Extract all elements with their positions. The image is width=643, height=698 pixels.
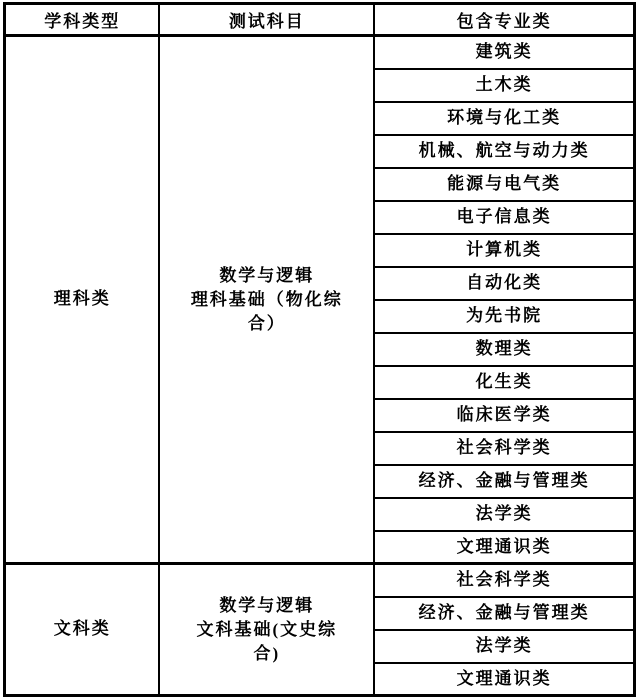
test-subject-cell bbox=[159, 564, 374, 696]
test-subject-text bbox=[188, 264, 346, 336]
major-cell: 法学类 bbox=[374, 498, 634, 531]
major-cell: 经济、金融与管理类 bbox=[374, 465, 634, 498]
test-subject-line2: 文科基础(文史综合) bbox=[196, 619, 338, 663]
header-row bbox=[5, 4, 635, 36]
header-cell-included-majors: 包含专业类 bbox=[374, 4, 634, 36]
header-cell-subject-type: 学科类型 bbox=[5, 4, 160, 36]
table-body bbox=[5, 36, 635, 696]
table-row bbox=[5, 564, 635, 597]
major-cell: 机械、航空与动力类 bbox=[374, 135, 634, 168]
table-header bbox=[5, 4, 635, 36]
header-cell-test-subject: 测试科目 bbox=[159, 4, 374, 36]
test-subject-line1: 数学与逻辑 bbox=[219, 595, 315, 615]
subject-category-table bbox=[3, 2, 636, 697]
test-subject-cell bbox=[159, 36, 374, 564]
table-row bbox=[5, 36, 635, 69]
major-cell: 环境与化工类 bbox=[374, 102, 634, 135]
test-subject-text bbox=[188, 594, 346, 666]
major-cell: 土木类 bbox=[374, 69, 634, 102]
major-cell: 电子信息类 bbox=[374, 201, 634, 234]
test-subject-line2: 理科基础（物化综合） bbox=[190, 289, 343, 333]
major-cell: 化生类 bbox=[374, 366, 634, 399]
subject-type-cell: 理科类 bbox=[5, 36, 160, 564]
test-subject-line1: 数学与逻辑 bbox=[219, 265, 315, 285]
major-cell: 经济、金融与管理类 bbox=[374, 597, 634, 630]
major-cell: 法学类 bbox=[374, 630, 634, 663]
major-cell: 临床医学类 bbox=[374, 399, 634, 432]
major-cell: 文理通识类 bbox=[374, 531, 634, 564]
major-cell: 为先书院 bbox=[374, 300, 634, 333]
major-cell: 能源与电气类 bbox=[374, 168, 634, 201]
major-cell: 数理类 bbox=[374, 333, 634, 366]
major-cell: 文理通识类 bbox=[374, 663, 634, 696]
major-cell: 社会科学类 bbox=[374, 432, 634, 465]
major-cell: 计算机类 bbox=[374, 234, 634, 267]
major-cell: 社会科学类 bbox=[374, 564, 634, 597]
subject-type-cell: 文科类 bbox=[5, 564, 160, 696]
major-cell: 自动化类 bbox=[374, 267, 634, 300]
major-cell: 建筑类 bbox=[374, 36, 634, 69]
